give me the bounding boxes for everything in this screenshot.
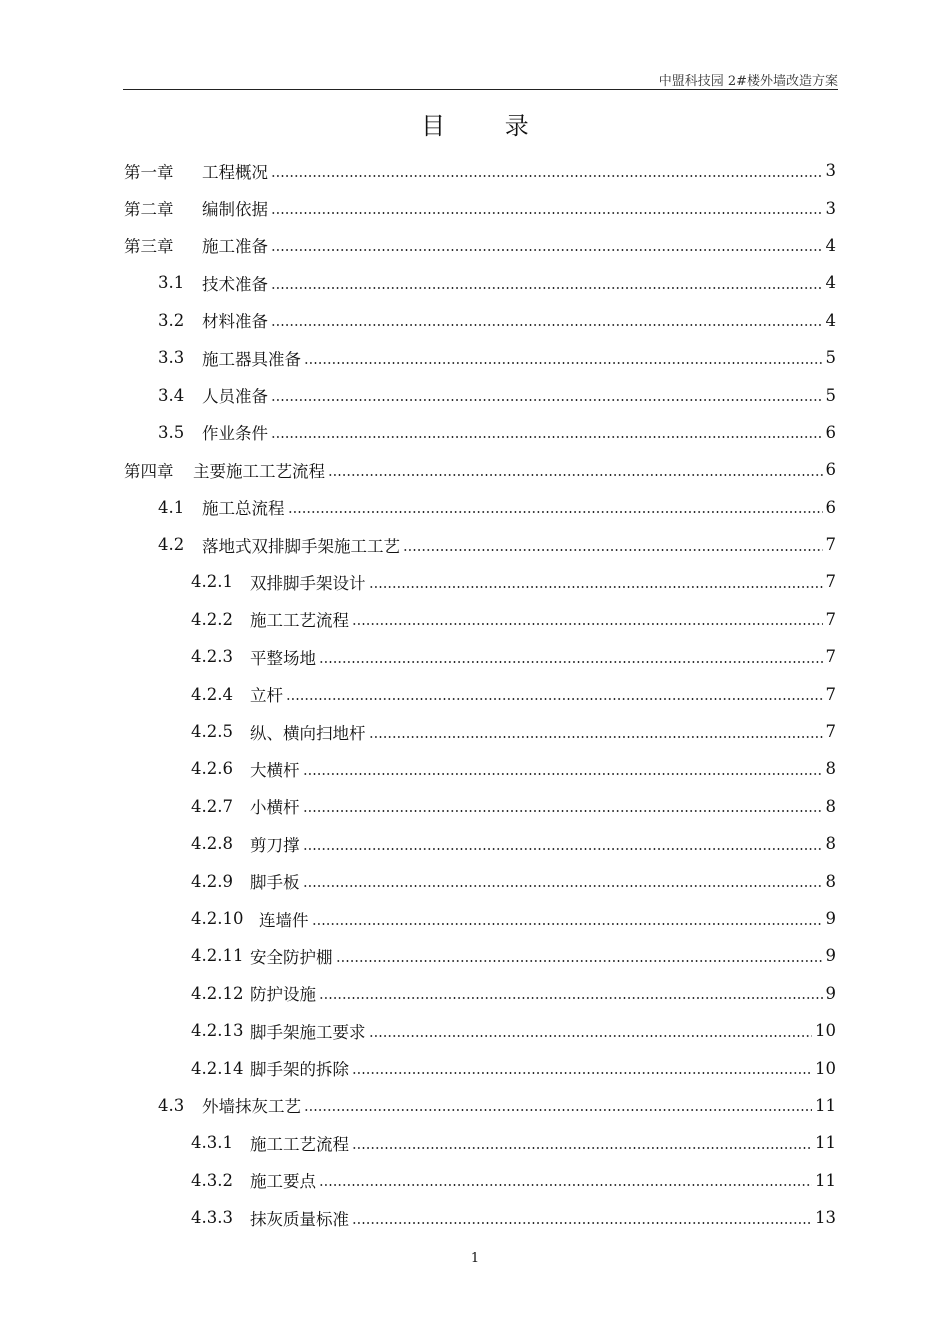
toc-entry[interactable]	[124, 601, 836, 638]
toc-entry-label: 技术准备	[202, 274, 268, 294]
dot-leader	[352, 1222, 812, 1224]
toc-entry[interactable]	[124, 264, 836, 301]
dot-leader	[271, 175, 823, 177]
header-rule	[123, 89, 838, 90]
toc-entry-page: 7	[825, 647, 836, 667]
toc-entry-page: 4	[825, 273, 836, 293]
toc-entry[interactable]	[124, 152, 836, 189]
toc-entry-number: 4.2.1	[191, 572, 233, 592]
toc-entry-number: 4.2.4	[191, 684, 233, 704]
dot-leader	[352, 623, 823, 625]
dot-leader	[304, 362, 823, 364]
dot-leader	[303, 773, 823, 775]
toc-entry-label: 双排脚手架设计	[250, 573, 366, 593]
toc-entry-page: 6	[825, 422, 836, 442]
toc-entry-number: 4.3.2	[191, 1170, 233, 1190]
toc-entry-label: 立杆	[250, 686, 283, 706]
toc-entry-label: 防护设施	[250, 985, 316, 1005]
toc-entry-label: 抹灰质量标准	[250, 1209, 349, 1229]
dot-leader	[319, 1184, 812, 1186]
toc-entry-number: 4.2.7	[191, 796, 233, 816]
toc-entry-number: 4.2.13	[191, 1021, 244, 1041]
dot-leader	[312, 923, 823, 925]
toc-entry[interactable]	[124, 713, 836, 750]
dot-leader	[403, 549, 823, 551]
dot-leader	[328, 474, 823, 476]
dot-leader	[369, 736, 823, 738]
toc-entry-label: 施工准备	[202, 237, 268, 257]
toc-entry-label: 施工总流程	[202, 499, 285, 519]
toc-entry-label: 剪刀撑	[250, 835, 300, 855]
dot-leader	[369, 586, 823, 588]
toc-entry[interactable]	[124, 937, 836, 974]
toc-entry-number: 3.1	[158, 273, 185, 293]
toc-entry-label: 连墙件	[259, 910, 309, 930]
toc-entry-page: 7	[825, 572, 836, 592]
toc-entry[interactable]	[124, 1049, 836, 1086]
dot-leader	[369, 1035, 813, 1037]
toc-entry-number: 4.2.3	[191, 647, 233, 667]
toc-entry-page: 9	[825, 983, 836, 1003]
toc-entry-page: 11	[815, 1095, 836, 1115]
toc-entry-label: 施工要点	[250, 1172, 316, 1192]
table-of-contents	[124, 152, 836, 1236]
toc-entry[interactable]	[124, 302, 836, 339]
dot-leader	[286, 698, 823, 700]
toc-entry-page: 13	[815, 1208, 836, 1228]
toc-entry-label: 脚手架的拆除	[250, 1060, 349, 1080]
toc-entry-page: 4	[825, 310, 836, 330]
toc-entry[interactable]	[124, 339, 836, 376]
toc-entry-number: 第二章	[124, 200, 174, 220]
toc-entry-page: 9	[825, 946, 836, 966]
toc-entry-page: 7	[825, 535, 836, 555]
dot-leader	[319, 661, 823, 663]
toc-entry-page: 8	[825, 796, 836, 816]
toc-entry-number: 3.3	[158, 348, 185, 368]
dot-leader	[271, 287, 823, 289]
toc-entry-number: 4.3	[158, 1095, 185, 1115]
toc-entry-number: 3.5	[158, 422, 185, 442]
dot-leader	[352, 1147, 812, 1149]
toc-entry[interactable]	[124, 1087, 836, 1124]
toc-entry[interactable]	[124, 563, 836, 600]
toc-entry-page: 3	[825, 161, 836, 181]
dot-leader	[352, 1072, 812, 1074]
dot-leader	[271, 399, 823, 401]
toc-entry[interactable]	[124, 451, 836, 488]
toc-title: 目 录	[421, 112, 555, 140]
toc-entry-number: 4.3.3	[191, 1208, 233, 1228]
toc-entry-label: 编制依据	[202, 200, 268, 220]
toc-entry-page: 10	[815, 1021, 836, 1041]
dot-leader	[271, 436, 823, 438]
toc-entry-label: 作业条件	[202, 424, 268, 444]
toc-entry-page: 9	[825, 909, 836, 928]
toc-entry[interactable]	[124, 862, 836, 899]
toc-entry[interactable]	[124, 825, 836, 862]
dot-leader	[271, 212, 823, 214]
toc-entry-label: 小横杆	[250, 798, 300, 818]
toc-entry-label: 施工器具准备	[202, 349, 301, 369]
dot-leader	[336, 960, 823, 962]
toc-entry-label: 施工工艺流程	[250, 611, 349, 631]
toc-entry-page: 5	[825, 348, 836, 368]
dot-leader	[319, 997, 823, 999]
toc-entry-page: 11	[815, 1170, 836, 1190]
toc-entry-page: 10	[815, 1058, 836, 1078]
toc-entry-page: 6	[825, 460, 836, 480]
dot-leader	[303, 848, 823, 850]
toc-entry-label: 安全防护棚	[250, 947, 333, 967]
toc-entry-page: 8	[825, 871, 836, 891]
dot-leader	[271, 249, 823, 251]
toc-entry[interactable]	[124, 1199, 836, 1236]
toc-entry-number: 4.2.8	[191, 834, 233, 854]
dot-leader	[271, 324, 823, 326]
dot-leader	[304, 1109, 812, 1111]
toc-entry[interactable]	[124, 975, 836, 1012]
dot-leader	[303, 810, 823, 812]
toc-entry-label: 纵、横向扫地杆	[250, 723, 366, 743]
toc-entry-label: 外墙抹灰工艺	[202, 1097, 301, 1117]
toc-entry-number: 4.2.10	[191, 909, 244, 928]
toc-entry[interactable]	[124, 376, 836, 413]
toc-entry-label: 大横杆	[250, 760, 300, 780]
toc-entry[interactable]	[124, 227, 836, 264]
toc-entry-page: 7	[825, 684, 836, 704]
toc-entry-label: 主要施工工艺流程	[193, 461, 325, 481]
toc-entry-number: 3.4	[158, 385, 185, 405]
toc-entry-number: 4.1	[158, 497, 185, 517]
toc-entry-page: 6	[825, 497, 836, 517]
toc-entry-label: 平整场地	[250, 648, 316, 668]
toc-entry-number: 4.2.6	[191, 759, 233, 779]
toc-entry-page: 8	[825, 834, 836, 854]
toc-entry-page: 7	[825, 609, 836, 629]
toc-entry-page: 5	[825, 385, 836, 405]
toc-entry-number: 4.2.9	[191, 871, 233, 891]
toc-entry-label: 人员准备	[202, 387, 268, 407]
toc-entry-number: 4.2	[158, 535, 185, 555]
toc-entry-number: 第一章	[124, 162, 174, 182]
toc-entry-page: 7	[825, 722, 836, 742]
running-header: 中盟科技园 2#楼外墙改造方案	[658, 74, 838, 89]
toc-entry[interactable]	[124, 750, 836, 787]
toc-entry-number: 3.2	[158, 310, 185, 330]
toc-entry-number: 第四章	[124, 461, 174, 481]
toc-entry[interactable]	[124, 788, 836, 825]
toc-entry[interactable]	[124, 414, 836, 451]
toc-entry-number: 第三章	[124, 237, 174, 257]
toc-entry-number: 4.2.5	[191, 722, 233, 742]
toc-entry-number: 4.2.2	[191, 609, 233, 629]
toc-entry-number: 4.2.14	[191, 1058, 244, 1078]
toc-entry-number: 4.2.11	[191, 946, 244, 966]
toc-entry-page: 4	[825, 235, 836, 255]
toc-entry-label: 工程概况	[202, 162, 268, 182]
dot-leader	[303, 885, 823, 887]
page-number: 1	[470, 1251, 480, 1266]
toc-entry-page: 3	[825, 198, 836, 218]
toc-entry-label: 材料准备	[202, 312, 268, 332]
dot-leader	[288, 511, 823, 513]
toc-entry-number: 4.2.12	[191, 983, 244, 1003]
toc-entry-label: 脚手架施工要求	[250, 1022, 366, 1042]
toc-entry-label: 落地式双排脚手架施工工艺	[202, 536, 400, 556]
toc-entry[interactable]	[124, 526, 836, 563]
toc-entry[interactable]	[124, 1162, 836, 1199]
toc-entry[interactable]	[124, 1124, 836, 1161]
toc-entry-page: 8	[825, 759, 836, 779]
toc-entry[interactable]	[124, 489, 836, 526]
toc-entry[interactable]	[124, 638, 836, 675]
toc-entry-label: 脚手板	[250, 873, 300, 893]
toc-entry-label: 施工工艺流程	[250, 1134, 349, 1154]
toc-entry-number: 4.3.1	[191, 1133, 233, 1153]
toc-entry[interactable]	[124, 675, 836, 712]
toc-entry[interactable]	[124, 189, 836, 226]
toc-entry[interactable]	[124, 900, 836, 937]
toc-entry[interactable]	[124, 1012, 836, 1049]
toc-entry-page: 11	[815, 1133, 836, 1153]
